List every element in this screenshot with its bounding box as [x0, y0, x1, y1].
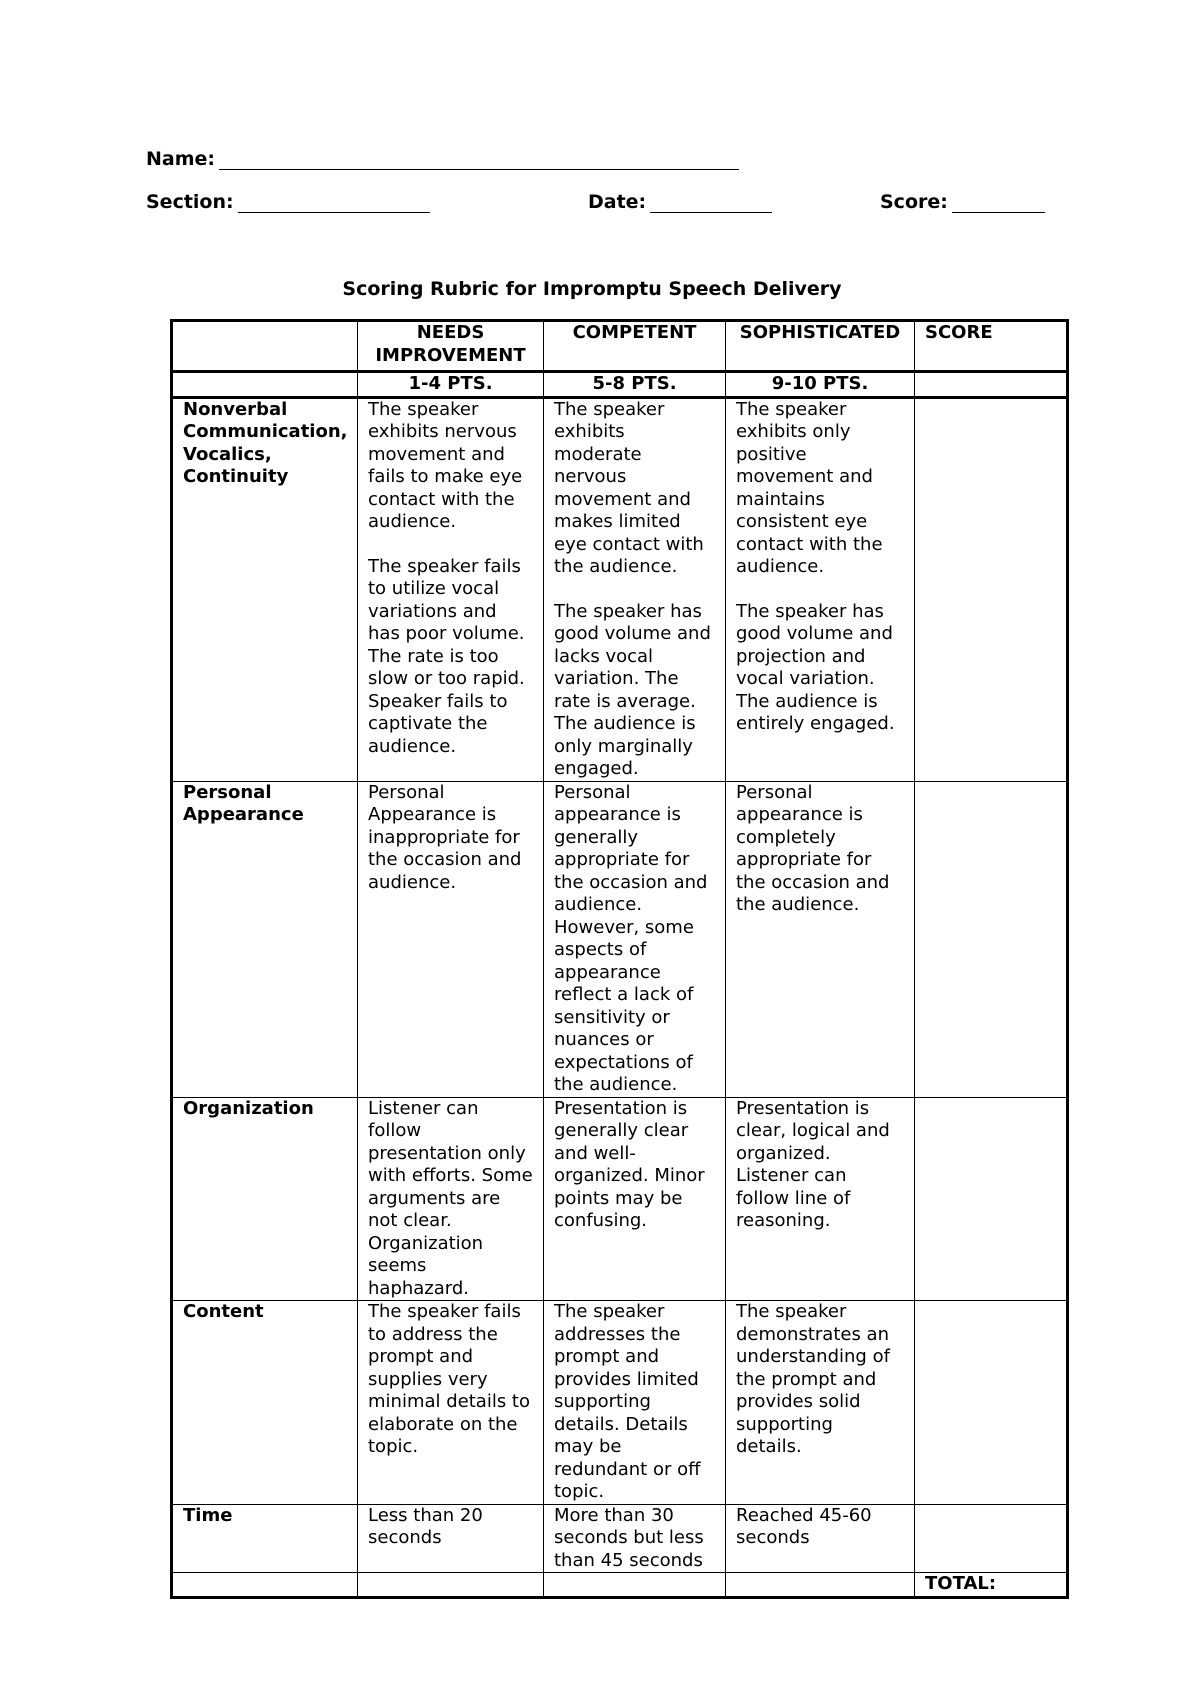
header-cell-needs-improvement: NEEDS IMPROVEMENT	[358, 321, 544, 372]
descriptor-cell-competent	[544, 1097, 726, 1301]
table-row	[172, 781, 1068, 1097]
descriptor-text: The speaker exhibits moderate nervous movement and makes limited eye contact with the audience.	[554, 398, 704, 577]
descriptor-cell-needs-improvement	[358, 1301, 544, 1505]
descriptor-cell-sophisticated	[726, 781, 915, 1097]
score-input-cell[interactable]	[915, 781, 1068, 1097]
points-cell-competent: 5-8 PTS.	[544, 372, 726, 398]
rubric-title: Scoring Rubric for Impromptu Speech Delivery	[342, 278, 842, 300]
descriptor-cell-sophisticated	[726, 1097, 915, 1301]
descriptor-text: Personal appearance is generally appropriate for the occasion and audience. However, some aspects of appearance reflect a lack of sensitivity or nuances or expectations of the audience.	[554, 781, 708, 1095]
score-field[interactable]	[880, 191, 1045, 213]
section-label: Section:	[146, 191, 234, 213]
score-input-cell[interactable]	[915, 1301, 1068, 1505]
descriptor-cell-needs-improvement	[358, 1504, 544, 1573]
points-row	[172, 372, 1068, 398]
score-input-cell[interactable]	[915, 1097, 1068, 1301]
criterion-cell: Time	[172, 1504, 358, 1573]
descriptor-text: Personal Appearance is inappropriate for the occasion and audience.	[368, 781, 522, 893]
score-label: Score:	[880, 191, 948, 213]
header-cell-score: SCORE	[915, 321, 1068, 372]
header-cell-competent: COMPETENT	[544, 321, 726, 372]
points-cell-score	[915, 372, 1068, 398]
descriptor-cell-sophisticated	[726, 397, 915, 781]
name-label: Name:	[146, 148, 216, 170]
score-input-cell[interactable]	[915, 1504, 1068, 1573]
descriptor-cell-competent	[544, 1504, 726, 1573]
section-blank-line[interactable]	[238, 194, 430, 213]
descriptor-cell-competent	[544, 1301, 726, 1505]
total-row-empty-cell	[544, 1573, 726, 1598]
descriptor-text: Listener can follow presentation only with efforts. Some arguments are not clear. Organization seems haphazard.	[368, 1097, 533, 1299]
criterion-cell: Personal Appearance	[172, 781, 358, 1097]
header-cell-sophisticated: SOPHISTICATED	[726, 321, 915, 372]
table-row	[172, 397, 1068, 781]
descriptor-cell-competent	[544, 781, 726, 1097]
total-score-cell[interactable]: TOTAL:	[915, 1573, 1068, 1598]
date-label: Date:	[588, 191, 647, 213]
descriptor-text: Presentation is clear, logical and organized. Listener can follow line of reasoning.	[736, 1097, 890, 1231]
name-blank-line[interactable]	[219, 151, 739, 170]
points-cell-criteria	[172, 372, 358, 398]
descriptor-cell-competent	[544, 397, 726, 781]
section-field[interactable]	[146, 191, 430, 213]
criterion-cell: Nonverbal Communication, Vocalics, Continuity	[172, 397, 358, 781]
descriptor-cell-needs-improvement	[358, 781, 544, 1097]
descriptor-text: The speaker has good volume and lacks vocal variation. The rate is average. The audience is only marginally engaged.	[554, 600, 711, 779]
date-field[interactable]	[588, 191, 772, 213]
descriptor-cell-sophisticated	[726, 1301, 915, 1505]
points-cell-sophisticated: 9-10 PTS.	[726, 372, 915, 398]
header-row	[172, 321, 1068, 372]
descriptor-text: The speaker addresses the prompt and provides limited supporting details. Details may be redundant or off topic.	[554, 1301, 701, 1502]
descriptor-text: The speaker has good volume and projection and vocal variation. The audience is entirely engaged.	[736, 600, 895, 734]
score-input-cell[interactable]	[915, 397, 1068, 781]
rubric-table	[170, 319, 1069, 1599]
table-row	[172, 1504, 1068, 1573]
criterion-cell: Content	[172, 1301, 358, 1505]
total-row-empty-cell	[358, 1573, 544, 1598]
descriptor-text: Reached 45-60 seconds	[736, 1504, 872, 1548]
total-row	[172, 1573, 1068, 1598]
descriptor-text: Less than 20 seconds	[368, 1504, 483, 1548]
descriptor-text: The speaker exhibits only positive movement and maintains consistent eye contact with the audience.	[736, 398, 883, 577]
total-row-empty-cell	[726, 1573, 915, 1598]
date-blank-line[interactable]	[650, 194, 772, 213]
descriptor-text: More than 30 seconds but less than 45 seconds	[554, 1504, 704, 1571]
descriptor-text: The speaker demonstrates an understanding of the prompt and provides solid supporting details.	[736, 1301, 890, 1457]
score-blank-line[interactable]	[952, 194, 1045, 213]
name-field[interactable]	[146, 148, 739, 170]
criterion-cell: Organization	[172, 1097, 358, 1301]
descriptor-text: Personal appearance is completely appropriate for the occasion and the audience.	[736, 781, 890, 915]
descriptor-text: The speaker fails to address the prompt and supplies very minimal details to elaborate on the topic.	[368, 1301, 530, 1457]
total-row-empty-cell	[172, 1573, 358, 1598]
points-cell-needs-improvement: 1-4 PTS.	[358, 372, 544, 398]
descriptor-cell-needs-improvement	[358, 1097, 544, 1301]
descriptor-text: Presentation is generally clear and well-organized. Minor points may be confusing.	[554, 1097, 705, 1231]
descriptor-text: The speaker fails to utilize vocal variations and has poor volume. The rate is too slow or too rapid. Speaker fails to captivate the audience.	[368, 555, 525, 757]
descriptor-cell-needs-improvement	[358, 397, 544, 781]
descriptor-text: The speaker exhibits nervous movement and fails to make eye contact with the audience.	[368, 398, 523, 532]
header-cell-criteria	[172, 321, 358, 372]
descriptor-cell-sophisticated	[726, 1504, 915, 1573]
table-row	[172, 1097, 1068, 1301]
table-row	[172, 1301, 1068, 1505]
